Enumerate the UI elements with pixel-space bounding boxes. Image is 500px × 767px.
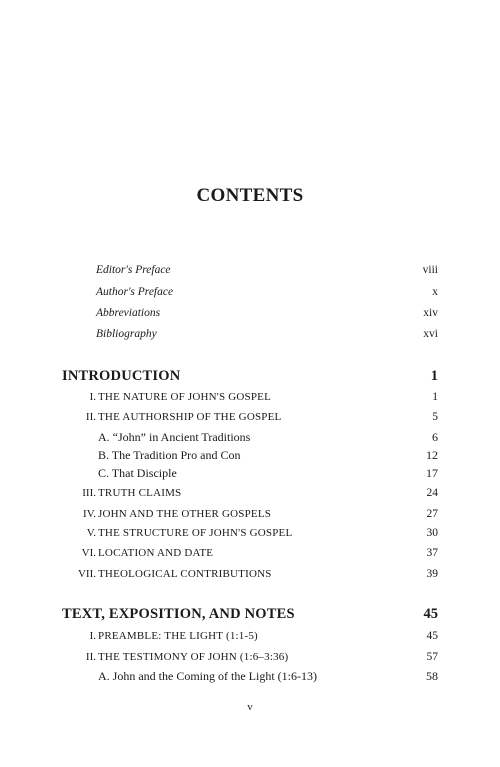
- section-page: 37: [426, 547, 438, 559]
- entry-page: xvi: [423, 328, 438, 340]
- subsection-label: A. “John” in Ancient Traditions: [98, 430, 251, 444]
- entry-label: Author's Preface: [96, 286, 174, 298]
- subsection-page: 12: [426, 448, 438, 462]
- section-page: 1: [432, 391, 438, 403]
- section-number: VII.: [77, 568, 96, 580]
- toc-section: [0, 651, 500, 671]
- toc-subsection: [0, 430, 500, 450]
- toc-subsection: [0, 466, 500, 486]
- toc-section: [0, 630, 500, 650]
- subsection-page: 17: [426, 466, 438, 480]
- section-label: THE AUTHORSHIP OF THE GOSPEL: [98, 411, 282, 423]
- toc-entry-bibliography: [0, 328, 500, 348]
- toc-part-introduction: [0, 368, 500, 388]
- section-label: TRUTH CLAIMS: [98, 487, 182, 499]
- entry-label: Abbreviations: [96, 307, 161, 319]
- toc-section: [0, 527, 500, 547]
- section-page: 27: [426, 508, 438, 520]
- entry-page: viii: [422, 264, 438, 276]
- section-page: 57: [426, 651, 438, 663]
- toc-entry-abbreviations: [0, 307, 500, 327]
- page-number: v: [247, 701, 253, 713]
- section-number: II.: [85, 411, 96, 423]
- toc-subsection: [0, 669, 500, 689]
- part-page: 1: [430, 368, 438, 384]
- toc-subsection: [0, 448, 500, 468]
- toc-section: [0, 391, 500, 411]
- section-number: I.: [89, 391, 96, 403]
- section-label: THE STRUCTURE OF JOHN'S GOSPEL: [98, 527, 293, 539]
- section-label: THE TESTIMONY OF JOHN (1:6–3:36): [98, 651, 289, 663]
- section-page: 45: [426, 630, 438, 642]
- entry-page: x: [432, 286, 438, 298]
- section-number: IV.: [83, 508, 96, 520]
- subsection-page: 58: [426, 669, 438, 683]
- part-label: TEXT, EXPOSITION, AND NOTES: [62, 606, 295, 622]
- section-number: I.: [89, 630, 96, 642]
- toc-entry-authors-preface: [0, 286, 500, 306]
- section-number: VI.: [81, 547, 96, 559]
- page-title: CONTENTS: [196, 185, 304, 206]
- subsection-label: C. That Disciple: [98, 466, 177, 480]
- toc-section: [0, 568, 500, 588]
- toc-part-text-exposition-notes: [0, 606, 500, 626]
- section-number: V.: [86, 527, 96, 539]
- section-label: PREAMBLE: THE LIGHT (1:1-5): [98, 630, 258, 642]
- section-page: 39: [426, 568, 438, 580]
- section-page: 30: [426, 527, 438, 539]
- section-label: LOCATION AND DATE: [98, 547, 214, 559]
- subsection-label: A. John and the Coming of the Light (1:6-13): [98, 669, 317, 683]
- toc-section: [0, 508, 500, 528]
- section-page: 5: [432, 411, 438, 423]
- part-label: INTRODUCTION: [62, 368, 181, 384]
- section-label: THE NATURE OF JOHN'S GOSPEL: [98, 391, 272, 403]
- subsection-label: B. The Tradition Pro and Con: [98, 448, 241, 462]
- toc-entry-editors-preface: [0, 264, 500, 284]
- entry-page: xiv: [423, 307, 438, 319]
- toc-section: [0, 411, 500, 431]
- toc-section: [0, 547, 500, 567]
- entry-label: Editor's Preface: [96, 264, 171, 276]
- part-page: 45: [423, 606, 438, 622]
- section-number: II.: [85, 651, 96, 663]
- section-label: THEOLOGICAL CONTRIBUTIONS: [98, 568, 272, 580]
- entry-label: Bibliography: [96, 328, 157, 340]
- subsection-page: 6: [432, 430, 438, 444]
- section-label: JOHN AND THE OTHER GOSPELS: [98, 508, 272, 520]
- section-page: 24: [426, 487, 438, 499]
- toc-section: [0, 487, 500, 507]
- section-number: III.: [82, 487, 96, 499]
